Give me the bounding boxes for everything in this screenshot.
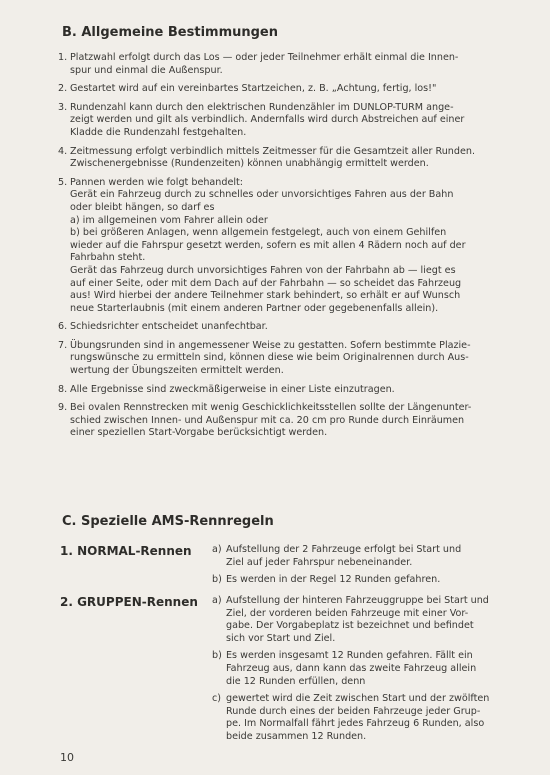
text-line: wertung der Übungszeiten ermittelt werden. xyxy=(70,365,284,377)
text-line: gewertet wird die Zeit zwischen Start und der zwölften xyxy=(226,693,490,705)
item-text xyxy=(70,384,488,397)
item-number: 2. xyxy=(58,83,68,95)
text-line: Rundenzahl kann durch den elektrischen Rundenzähler im DUNLOP-TURM ange- xyxy=(70,101,454,113)
rule-sublist xyxy=(212,544,490,592)
text-line: auf einer Seite, oder mit dem Dach auf der Fahrbahn — so scheidet das Fahrzeug xyxy=(70,277,462,289)
sub-item xyxy=(212,544,490,569)
text-line: schied zwischen Innen- und Außenspur mit ca. 20 cm pro Runde durch Einräumen xyxy=(70,414,465,426)
text-line: die 12 Runden erfüllen, denn xyxy=(226,675,366,687)
list-item xyxy=(58,177,488,316)
sub-text xyxy=(226,693,490,743)
text-line: b) bei größeren Anlagen, wenn allgemein festgelegt, auch von einem Gehilfen xyxy=(70,227,447,239)
sub-item xyxy=(212,595,490,645)
text-line: Aufstellung der hinteren Fahrzeuggruppe bei Start und xyxy=(226,595,489,606)
rule-sublist xyxy=(212,595,490,749)
list-item xyxy=(58,321,488,334)
text-line: Ziel, der vorderen beiden Fahrzeuge mit einer Vor- xyxy=(226,607,469,619)
sub-text xyxy=(226,544,490,569)
text-line: Es werden insgesamt 12 Runden gefahren. Fällt ein xyxy=(226,650,473,662)
page-number: 10 xyxy=(60,751,74,764)
text-line: Schiedsrichter entscheidet unanfechtbar. xyxy=(70,321,268,333)
item-number: 9. xyxy=(58,402,68,414)
text-line: Fahrbahn steht. xyxy=(70,252,146,264)
text-line: einer speziellen Start-Vorgabe berücksichtigt werden. xyxy=(70,427,328,439)
text-line: Übungsrunden sind in angemessener Weise zu gestatten. Sofern bestimmte Plazie- xyxy=(70,339,471,351)
sub-item xyxy=(212,650,490,688)
text-line: Es werden in der Regel 12 Runden gefahren. xyxy=(226,574,441,586)
item-number: 5. xyxy=(58,176,68,188)
section-b-title: B. Allgemeine Bestimmungen xyxy=(62,25,278,40)
section-b-list xyxy=(58,52,488,446)
section-c-title: C. Spezielle AMS-Rennregeln xyxy=(62,514,274,529)
rule-label: 2. GRUPPEN-Rennen xyxy=(60,595,198,609)
item-number: 4. xyxy=(58,145,68,157)
item-text xyxy=(70,102,488,140)
text-line: Zwischenergebnisse (Rundenzeiten) können unabhängig ermittelt werden. xyxy=(70,158,429,170)
text-line: Fahrzeug aus, dann kann das zweite Fahrzeug allein xyxy=(226,662,477,674)
item-number: 3. xyxy=(58,101,68,113)
list-item xyxy=(58,83,488,96)
sub-text xyxy=(226,595,490,645)
list-item xyxy=(58,402,488,440)
text-line: oder bleibt hängen, so darf es xyxy=(70,201,215,213)
sub-text xyxy=(226,574,490,587)
rule-label: 1. NORMAL-Rennen xyxy=(60,544,192,558)
text-line: Zeitmessung erfolgt verbindlich mittels Zeitmesser für die Gesamtzeit aller Runden. xyxy=(70,145,476,157)
sub-text xyxy=(226,650,490,688)
sub-item xyxy=(212,574,490,587)
item-number: 1. xyxy=(58,52,68,63)
text-line: Gerät ein Fahrzeug durch zu schnelles oder unvorsichtiges Fahren aus der Bahn xyxy=(70,189,454,201)
item-number: 8. xyxy=(58,383,68,395)
sub-item xyxy=(212,693,490,743)
text-line: Runde durch eines der beiden Fahrzeuge jeder Grup- xyxy=(226,705,481,717)
text-line: gabe. Der Vorgabeplatz ist bezeichnet und befindet xyxy=(226,620,474,632)
sub-letter: a) xyxy=(212,544,222,555)
sub-letter: a) xyxy=(212,595,222,606)
list-item xyxy=(58,384,488,397)
item-text xyxy=(70,146,488,171)
text-line: Ziel auf jeder Fahrspur nebeneinander. xyxy=(226,556,413,568)
sub-letter: b) xyxy=(212,650,222,662)
text-line: Alle Ergebnisse sind zweckmäßigerweise in einer Liste einzutragen. xyxy=(70,383,395,395)
sub-letter: b) xyxy=(212,574,222,586)
text-line: Kladde die Rundenzahl festgehalten. xyxy=(70,126,247,138)
text-line: beide zusammen 12 Runden. xyxy=(226,730,367,742)
text-line: neue Starterlaubnis (mit einem anderen Partner oder gegebenenfalls allein). xyxy=(70,302,439,314)
item-text xyxy=(70,402,488,440)
text-line: sich vor Start und Ziel. xyxy=(226,632,336,644)
text-line: Aufstellung der 2 Fahrzeuge erfolgt bei Start und xyxy=(226,544,462,555)
text-line: zeigt werden und gilt als verbindlich. Andernfalls wird durch Abstreichen auf einer xyxy=(70,114,465,126)
text-line: Pannen werden wie folgt behandelt: xyxy=(70,176,244,188)
item-number: 6. xyxy=(58,321,68,333)
text-line: pe. Im Normalfall fährt jedes Fahrzeug 6 Runden, also xyxy=(226,718,485,730)
list-item xyxy=(58,52,488,77)
list-item xyxy=(58,102,488,140)
text-line: spur und einmal die Außenspur. xyxy=(70,64,223,76)
text-line: Bei ovalen Rennstrecken mit wenig Geschicklichkeitsstellen sollte der Längenunter- xyxy=(70,402,472,414)
text-line: a) im allgemeinen vom Fahrer allein oder xyxy=(70,214,268,226)
text-line: Gerät das Fahrzeug durch unvorsichtiges Fahren von der Fahrbahn ab — liegt es xyxy=(70,264,456,276)
item-text xyxy=(70,52,488,77)
text-line: wieder auf die Fahrspur gesetzt werden, sofern es mit allen 4 Rädern noch auf der xyxy=(70,239,466,251)
text-line: Platzwahl erfolgt durch das Los — oder jeder Teilnehmer erhält einmal die Innen- xyxy=(70,52,459,63)
list-item xyxy=(58,146,488,171)
item-text xyxy=(70,340,488,378)
item-text xyxy=(70,321,488,334)
sub-letter: c) xyxy=(212,693,222,705)
item-text xyxy=(70,177,488,316)
list-item xyxy=(58,340,488,378)
text-line: aus! Wird hierbei der andere Teilnehmer stark behindert, so erhält er auf Wunsch xyxy=(70,290,461,302)
text-line: Gestartet wird auf ein vereinbartes Startzeichen, z. B. „Achtung, fertig, los!" xyxy=(70,83,437,95)
text-line: rungswünsche zu ermitteln sind, können diese wie beim Originalrennen durch Aus- xyxy=(70,352,469,364)
item-text xyxy=(70,83,488,96)
item-number: 7. xyxy=(58,339,68,351)
